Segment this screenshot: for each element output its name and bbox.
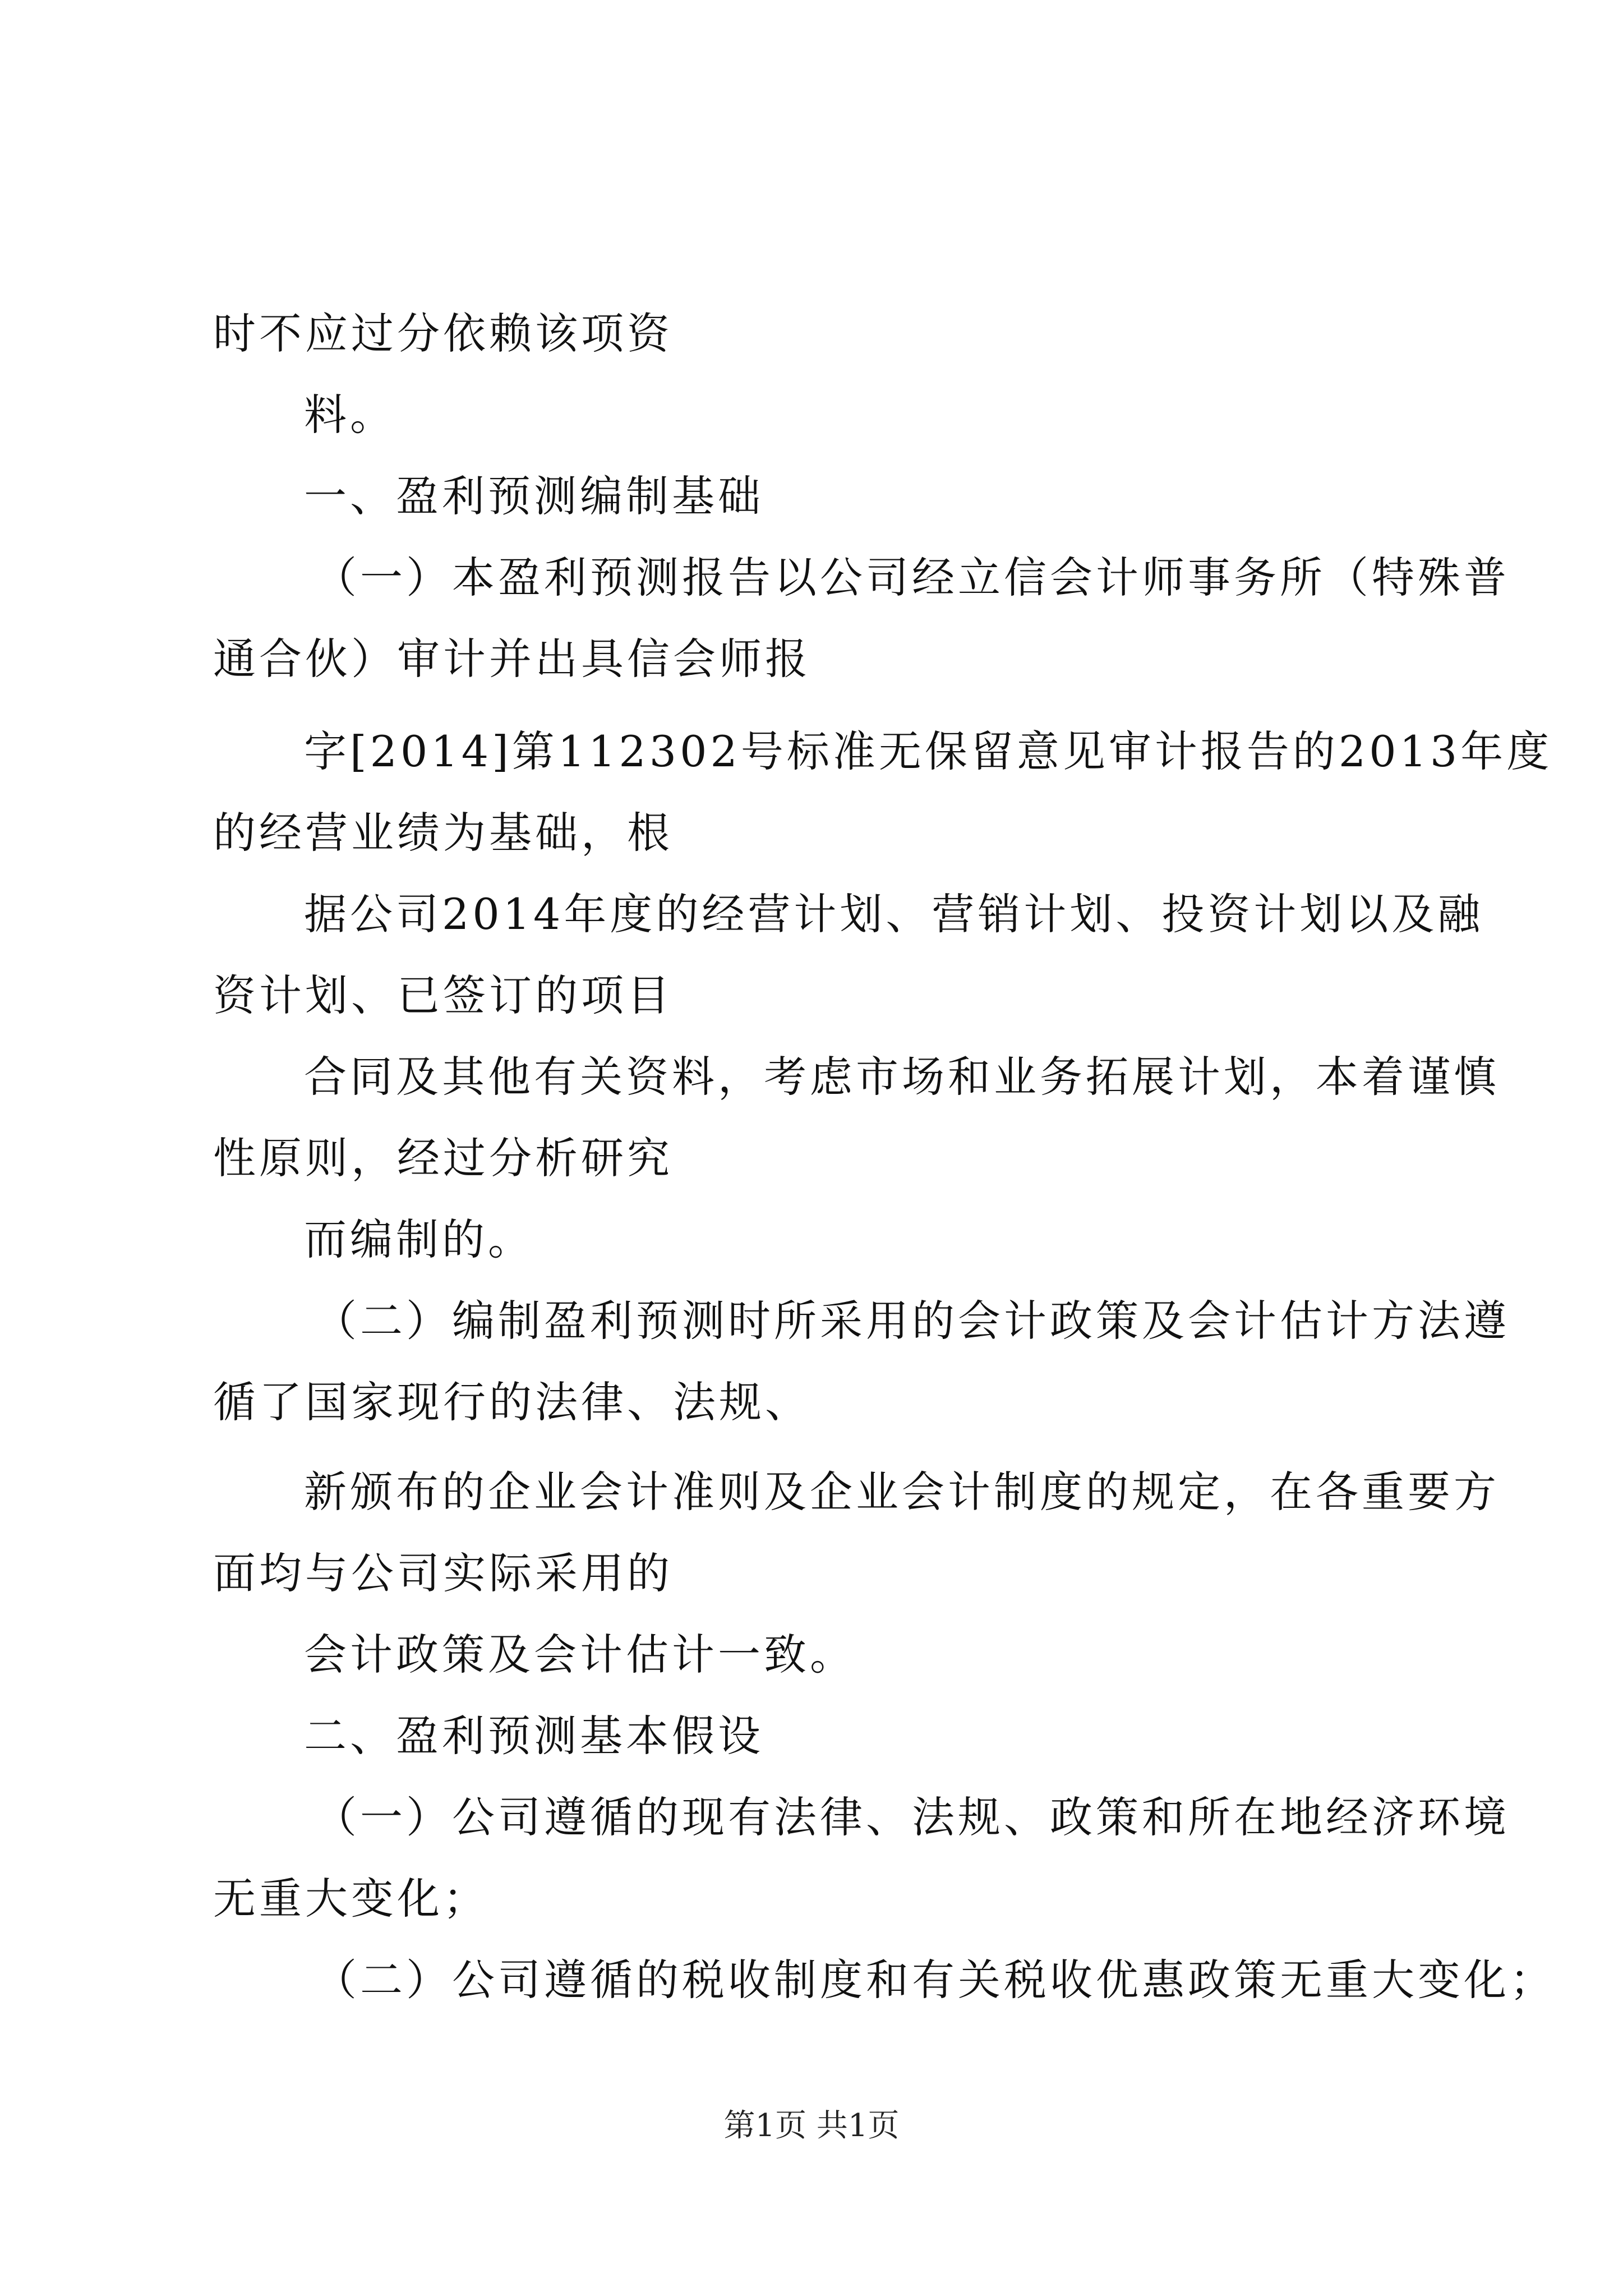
text-line: 合同及其他有关资料，考虑市场和业务拓展计划，本着谨慎	[304, 1052, 1500, 1102]
text-line: （一）本盈利预测报告以公司经立信会计师事务所（特殊普	[314, 553, 1510, 602]
page-number-footer: 第1页 共1页	[723, 2108, 900, 2144]
text-line: 料。	[304, 390, 396, 440]
text-line: 而编制的。	[304, 1214, 534, 1264]
text-line: 通合伙）审计并出具信会师报	[213, 634, 811, 684]
section-heading: 二、盈利预测基本假设	[304, 1711, 764, 1761]
text-line: 时不应过分依赖该项资	[213, 309, 673, 358]
section-heading: 一、盈利预测编制基础	[304, 471, 764, 521]
text-line: （二）公司遵循的税收制度和有关税收优惠政策无重大变化；	[314, 1955, 1556, 2005]
text-line: （一）公司遵循的现有法律、法规、政策和所在地经济环境	[314, 1792, 1510, 1842]
text-line: 的经营业绩为基础，根	[213, 808, 673, 858]
text-line: 据公司2014年度的经营计划、营销计划、投资计划以及融	[304, 889, 1484, 939]
text-line: 资计划、已签订的项目	[213, 970, 673, 1020]
text-line: 面均与公司实际采用的	[213, 1548, 673, 1598]
text-line: 会计政策及会计估计一致。	[304, 1630, 856, 1680]
text-line: （二）编制盈利预测时所采用的会计政策及会计估计方法遵	[314, 1296, 1510, 1346]
text-line: 新颁布的企业会计准则及企业会计制度的规定，在各重要方	[304, 1467, 1500, 1517]
text-line: 循了国家现行的法律、法规、	[213, 1377, 811, 1427]
text-line: 性原则，经过分析研究	[213, 1133, 673, 1183]
text-line: 无重大变化；	[213, 1874, 489, 1924]
text-line: 字[2014]第112302号标准无保留意见审计报告的2013年度	[304, 726, 1553, 776]
